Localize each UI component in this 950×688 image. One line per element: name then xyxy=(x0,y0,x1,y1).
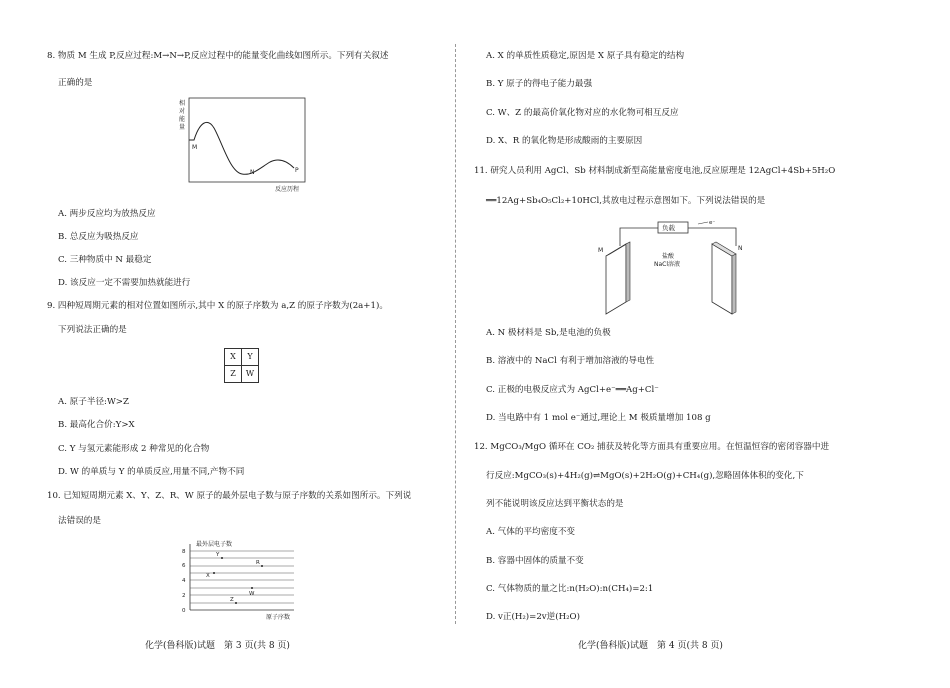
q10-ytick-6: 6 xyxy=(182,563,186,569)
q11-option-d: D. 当电路中有 1 mol e⁻通过,理论上 M 极质量增加 108 g xyxy=(486,413,711,423)
q8-ylabel-3: 能 xyxy=(179,116,186,123)
q11-electrolyte-2: NaCl溶液 xyxy=(654,261,681,268)
q9-stem-line2: 下列说法正确的是 xyxy=(58,325,127,335)
q12-stem-line1: 12. MgCO₃/MgO 循环在 CO₂ 捕获及转化等方面具有重要应用。在恒温恒容的密闭容器中进 xyxy=(474,442,830,452)
q10-option-a: A. X 的单质性质稳定,原因是 X 原子具有稳定的结构 xyxy=(486,51,685,61)
q11-stem-line1: 11. 研究人员利用 AgCl、Sb 材料制成新型高能量密度电池,反应原理是 12AgCl+4Sb+5H₂O xyxy=(474,166,836,176)
q8-label-p: P xyxy=(295,167,299,174)
q11-electron-label: e⁻ xyxy=(709,220,716,226)
q10-point-y xyxy=(221,557,223,559)
q8-option-c: C. 三种物质中 N 最稳定 xyxy=(58,255,152,265)
q10-ytick-8: 8 xyxy=(182,549,186,555)
q12-option-b: B. 容器中固体的质量不变 xyxy=(486,556,584,566)
q11-option-a: A. N 极材料是 Sb,是电池的负极 xyxy=(486,328,611,338)
q10-point-w xyxy=(251,587,253,589)
q10-ytick-2: 2 xyxy=(182,593,186,599)
q11-electrolyte-1: 盐酸 xyxy=(662,253,675,260)
q10-point-z xyxy=(235,602,237,604)
q9-cell-y: Y xyxy=(242,349,259,366)
q10-electron-diagram xyxy=(178,540,298,620)
q8-stem-line2: 正确的是 xyxy=(58,78,93,88)
q11-label-n: N xyxy=(738,245,743,252)
q12-option-d: D. v正(H₂)=2v逆(H₂O) xyxy=(486,612,580,622)
q8-ylabel-4: 量 xyxy=(179,124,186,131)
q10-option-b: B. Y 原子的得电子能力最强 xyxy=(486,79,593,89)
left-page xyxy=(0,0,468,688)
q8-option-d: D. 该反应一定不需要加热就能进行 xyxy=(58,278,191,288)
q8-option-a: A. 两步反应均为放热反应 xyxy=(58,209,156,219)
q10-label-z: Z xyxy=(230,597,234,603)
q9-cell-z: Z xyxy=(225,366,242,383)
footer-page-4: 化学(鲁科版)试题 第 4 页(共 8 页) xyxy=(578,641,723,651)
footer-page-3: 化学(鲁科版)试题 第 3 页(共 8 页) xyxy=(145,641,290,651)
q11-battery-diagram xyxy=(596,218,776,314)
q10-point-x xyxy=(213,572,215,574)
q12-option-c: C. 气体物质的量之比:n(H₂O):n(CH₄)=2:1 xyxy=(486,584,654,594)
q11-load-label: 负载 xyxy=(662,224,675,232)
right-page xyxy=(468,0,950,688)
q12-stem-line2: 行反应:MgCO₃(s)+4H₂(g)⇌MgO(s)+2H₂O(g)+CH₄(g),忽略固体体积的变化,下 xyxy=(486,471,804,481)
q10-label-y: Y xyxy=(216,552,220,558)
q9-option-b: B. 最高化合价:Y>X xyxy=(58,420,135,430)
q10-stem-line1: 10. 已知短周期元素 X、Y、Z、R、W 原子的最外层电子数与原子序数的关系如图所示。下列说 xyxy=(47,491,412,501)
q12-stem-line3: 列不能说明该反应达到平衡状态的是 xyxy=(486,499,624,509)
q8-label-n: N xyxy=(250,169,255,176)
q8-xlabel: 反应历程 xyxy=(275,186,300,193)
q10-point-r xyxy=(261,565,263,567)
q10-stem-line2: 法错误的是 xyxy=(58,516,101,526)
q8-energy-curve xyxy=(189,122,294,174)
q8-stem-line1: 8. 物质 M 生成 P,反应过程:M→N→P,反应过程中的能量变化曲线如图所示。下列有关叙述 xyxy=(47,51,389,61)
q8-ylabel-1: 相 xyxy=(179,100,186,107)
q9-option-d: D. W 的单质与 Y 的单质反应,用量不同,产物不同 xyxy=(58,467,245,477)
q10-label-w: W xyxy=(249,591,255,597)
q9-cell-w: W xyxy=(242,366,259,383)
q10-label-r: R xyxy=(256,560,260,566)
q11-option-c: C. 正极的电极反应式为 AgCl+e⁻══Ag+Cl⁻ xyxy=(486,385,659,395)
q11-option-b: B. 溶液中的 NaCl 有利于增加溶液的导电性 xyxy=(486,356,655,366)
q10-ylabel: 最外层电子数 xyxy=(196,541,233,548)
q10-ytick-4: 4 xyxy=(182,578,186,584)
q9-cell-x: X xyxy=(225,349,242,366)
q10-option-d: D. X、R 的氧化物是形成酸雨的主要原因 xyxy=(486,136,643,146)
q9-stem-line1: 9. 四种短周期元素的相对位置如图所示,其中 X 的原子序数为 a,Z 的原子序数为(2a+1)。 xyxy=(47,301,388,311)
q12-option-a: A. 气体的平均密度不变 xyxy=(486,527,576,537)
q10-option-c: C. W、Z 的最高价氧化物对应的水化物可相互反应 xyxy=(486,108,679,118)
q10-xlabel: 原子序数 xyxy=(266,614,291,621)
q11-stem-line2: ══12Ag+Sb₄O₅Cl₂+10HCl,其放电过程示意图如下。下列说法错误的是 xyxy=(486,196,766,206)
q11-label-m: M xyxy=(598,247,604,254)
q8-option-b: B. 总反应为吸热反应 xyxy=(58,232,139,242)
q10-label-x: X xyxy=(206,573,210,579)
q9-element-grid xyxy=(224,348,259,383)
q10-ytick-0: 0 xyxy=(182,608,186,614)
q8-energy-diagram xyxy=(170,96,320,196)
q9-option-c: C. Y 与氢元素能形成 2 种常见的化合物 xyxy=(58,444,210,454)
q8-label-m: M xyxy=(192,144,198,151)
q9-option-a: A. 原子半径:W>Z xyxy=(58,397,129,407)
q8-ylabel-2: 对 xyxy=(179,108,186,115)
